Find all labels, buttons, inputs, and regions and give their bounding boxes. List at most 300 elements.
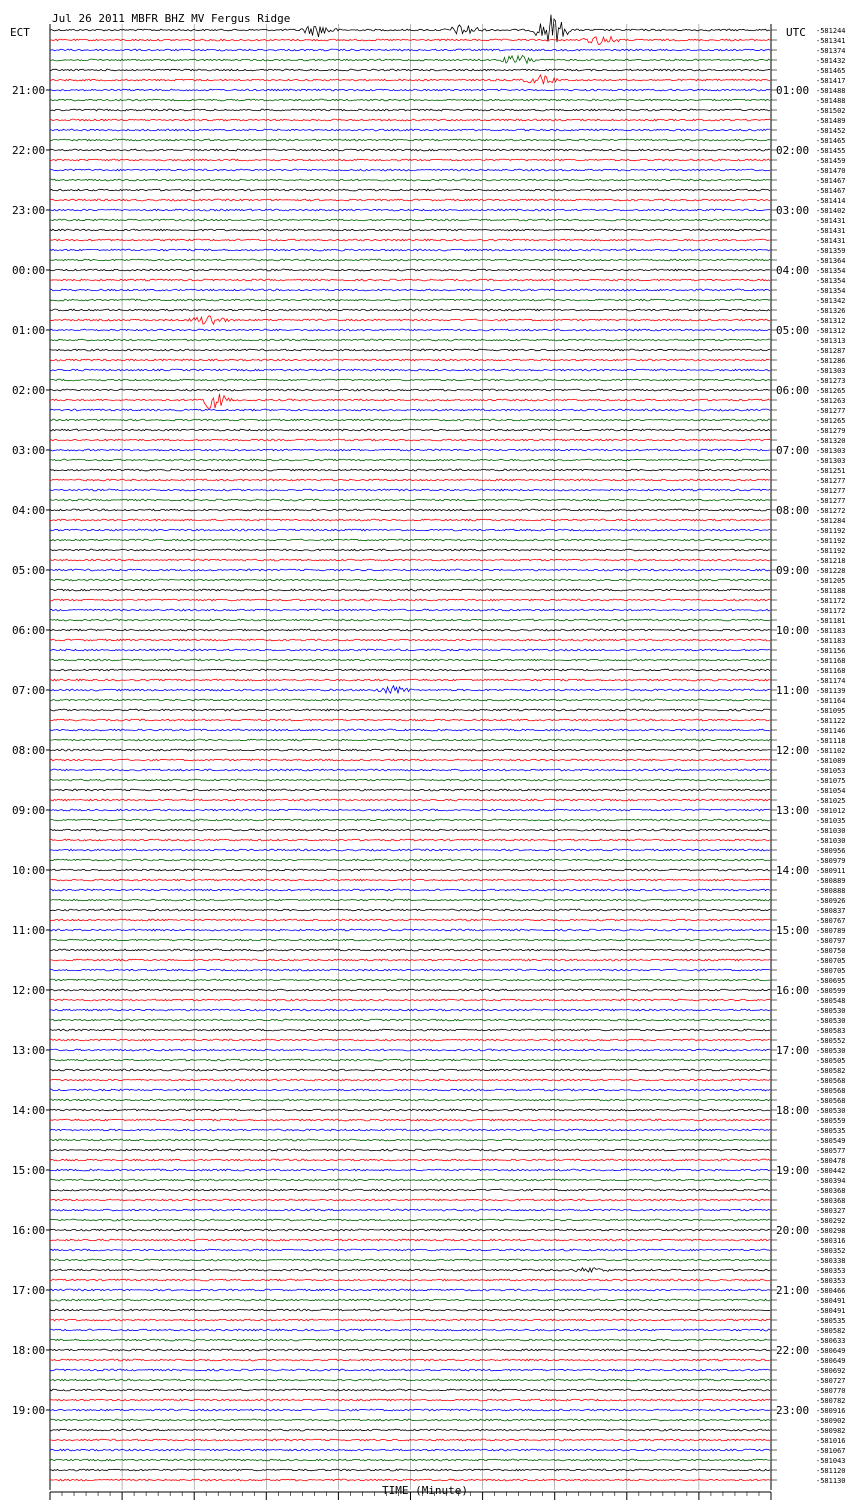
seismic-trace — [50, 429, 770, 431]
trace-offset-label: -581354 — [816, 267, 846, 275]
left-hour-label: 03:00 — [12, 444, 46, 457]
trace-offset-label: -581313 — [816, 337, 846, 345]
trace-offset-label: -580705 — [816, 957, 846, 965]
seismic-trace — [50, 869, 770, 871]
seismic-trace — [50, 1169, 770, 1171]
seismic-trace — [50, 109, 770, 111]
seismic-trace — [50, 149, 770, 151]
trace-offset-label: -581303 — [816, 457, 846, 465]
seismic-trace — [50, 579, 770, 581]
trace-offset-label: -581432 — [816, 57, 846, 65]
seismic-trace — [50, 999, 770, 1001]
trace-offset-label: -580582 — [816, 1067, 846, 1075]
left-hour-label: 17:00 — [12, 1284, 46, 1297]
trace-offset-label: -580577 — [816, 1147, 846, 1155]
trace-offset-label: -580770 — [816, 1387, 846, 1395]
seismic-trace — [50, 909, 770, 911]
seismic-trace — [50, 389, 770, 391]
trace-offset-label: -580982 — [816, 1427, 846, 1435]
trace-offset-label: -580535 — [816, 1127, 846, 1135]
trace-offset-label: -580633 — [816, 1337, 846, 1345]
trace-offset-label: -581402 — [816, 207, 846, 215]
seismic-trace — [50, 879, 770, 881]
trace-offset-label: -581303 — [816, 367, 846, 375]
seismic-trace — [50, 69, 770, 71]
right-hour-label: 20:00 — [776, 1224, 810, 1237]
trace-offset-label: -581192 — [816, 537, 846, 545]
trace-offset-label: -581312 — [816, 327, 846, 335]
seismic-trace — [50, 639, 770, 641]
seismic-trace — [50, 209, 770, 211]
seismic-trace — [50, 129, 770, 131]
seismic-trace — [50, 749, 770, 751]
trace-offset-label: -580353 — [816, 1277, 846, 1285]
seismic-trace — [50, 489, 770, 491]
seismic-trace — [50, 349, 770, 351]
seismic-trace — [50, 409, 770, 411]
left-hour-label: 09:00 — [12, 804, 46, 817]
seismic-trace — [50, 719, 770, 721]
trace-offset-label: -580979 — [816, 857, 846, 865]
left-hour-label: 15:00 — [12, 1164, 46, 1177]
seismic-trace — [50, 1379, 770, 1381]
seismic-trace — [50, 1249, 770, 1251]
trace-offset-label: -581035 — [816, 817, 846, 825]
seismic-trace — [50, 49, 770, 51]
seismic-trace — [50, 249, 770, 251]
seismic-trace — [50, 199, 770, 201]
seismic-trace — [50, 439, 770, 441]
seismic-trace — [50, 1268, 770, 1272]
left-hour-label: 22:00 — [12, 144, 46, 157]
seismic-trace — [50, 469, 770, 471]
seismic-trace — [50, 1389, 770, 1391]
trace-offset-label: -581146 — [816, 727, 846, 735]
trace-offset-label: -581465 — [816, 137, 846, 145]
seismic-trace — [50, 159, 770, 161]
trace-offset-label: -581218 — [816, 557, 846, 565]
trace-offset-label: -581431 — [816, 217, 846, 225]
seismic-traces — [50, 15, 770, 1481]
trace-offset-label: -581263 — [816, 397, 846, 405]
trace-offset-label: -581095 — [816, 707, 846, 715]
left-hour-label: 07:00 — [12, 684, 46, 697]
right-hour-label: 01:00 — [776, 84, 810, 97]
left-hour-label: 01:00 — [12, 324, 46, 337]
seismic-trace — [50, 329, 770, 331]
right-timezone-label: UTC — [786, 26, 806, 39]
seismic-trace — [50, 316, 770, 324]
trace-offset-label: -581455 — [816, 147, 846, 155]
seismic-trace — [50, 829, 770, 831]
seismic-trace — [50, 1219, 770, 1221]
seismic-trace — [50, 979, 770, 981]
trace-offset-label: -580916 — [816, 1407, 846, 1415]
left-hour-label: 11:00 — [12, 924, 46, 937]
trace-offset-label: -581277 — [816, 497, 846, 505]
seismic-trace — [50, 799, 770, 801]
seismic-trace — [50, 449, 770, 451]
trace-offset-label: -581488 — [816, 97, 846, 105]
seismic-trace — [50, 55, 770, 63]
seismic-trace — [50, 1189, 770, 1191]
seismic-trace — [50, 1439, 770, 1441]
trace-offset-label: -581277 — [816, 477, 846, 485]
trace-offset-label: -581130 — [816, 1477, 846, 1485]
seismic-trace — [50, 559, 770, 561]
trace-offset-label: -580530 — [816, 1017, 846, 1025]
seismic-trace — [50, 729, 770, 731]
trace-offset-label: -580727 — [816, 1377, 846, 1385]
seismic-trace — [50, 1229, 770, 1231]
seismic-trace — [50, 219, 770, 221]
seismic-trace — [50, 89, 770, 91]
trace-offset-label: -580442 — [816, 1167, 846, 1175]
seismic-trace — [50, 139, 770, 141]
trace-offset-label: -580789 — [816, 927, 846, 935]
trace-offset-label: -581228 — [816, 567, 846, 575]
seismic-trace — [50, 1139, 770, 1141]
trace-offset-label: -581417 — [816, 77, 846, 85]
left-hour-label: 12:00 — [12, 984, 46, 997]
seismic-trace — [50, 1059, 770, 1061]
trace-offset-label: -581303 — [816, 447, 846, 455]
trace-offset-label: -580705 — [816, 967, 846, 975]
trace-offset-label: -581043 — [816, 1457, 846, 1465]
trace-offset-label: -581286 — [816, 357, 846, 365]
seismic-trace — [50, 1359, 770, 1361]
trace-offset-label: -580298 — [816, 1227, 846, 1235]
trace-offset-label: -581172 — [816, 607, 846, 615]
seismic-trace — [50, 1459, 770, 1461]
right-hour-label: 05:00 — [776, 324, 810, 337]
seismic-trace — [50, 259, 770, 261]
seismic-trace — [50, 669, 770, 671]
trace-offset-label: -581488 — [816, 87, 846, 95]
trace-offset-label: -581354 — [816, 277, 846, 285]
trace-offset-label: -581174 — [816, 677, 846, 685]
trace-offset-label: -580568 — [816, 1087, 846, 1095]
trace-offset-label: -580926 — [816, 897, 846, 905]
seismic-trace — [50, 929, 770, 931]
trace-offset-label: -580888 — [816, 887, 846, 895]
left-hour-label: 05:00 — [12, 564, 46, 577]
trace-offset-label: -580902 — [816, 1417, 846, 1425]
trace-offset-label: -581374 — [816, 47, 846, 55]
trace-offset-label: -581139 — [816, 687, 846, 695]
trace-offset-label: -580889 — [816, 877, 846, 885]
seismic-trace — [50, 299, 770, 301]
trace-offset-label: -580568 — [816, 1077, 846, 1085]
trace-offset-label: -581192 — [816, 547, 846, 555]
left-hour-label: 02:00 — [12, 384, 46, 397]
right-hour-label: 17:00 — [776, 1044, 810, 1057]
seismic-trace — [50, 289, 770, 291]
seismic-trace — [50, 1409, 770, 1411]
seismic-trace — [50, 1399, 770, 1401]
left-hour-label: 14:00 — [12, 1104, 46, 1117]
trace-offset-label: -580548 — [816, 997, 846, 1005]
trace-offset-label: -580568 — [816, 1097, 846, 1105]
seismic-trace — [50, 899, 770, 901]
left-hour-label: 10:00 — [12, 864, 46, 877]
right-hour-label: 19:00 — [776, 1164, 810, 1177]
seismic-trace — [50, 1099, 770, 1101]
seismic-trace — [50, 1419, 770, 1421]
trace-offset-label: -581192 — [816, 527, 846, 535]
seismic-trace — [50, 1239, 770, 1241]
left-hour-label: 16:00 — [12, 1224, 46, 1237]
trace-offset-label: -581359 — [816, 247, 846, 255]
seismic-trace — [50, 75, 770, 84]
trace-offset-label: -581025 — [816, 797, 846, 805]
seismic-trace — [50, 394, 770, 408]
seismic-trace — [50, 1279, 770, 1281]
trace-offset-label: -581502 — [816, 107, 846, 115]
seismic-trace — [50, 189, 770, 191]
seismic-trace — [50, 1209, 770, 1211]
trace-offset-label: -581354 — [816, 287, 846, 295]
right-hour-label: 13:00 — [776, 804, 810, 817]
seismic-trace — [50, 549, 770, 551]
seismic-trace — [50, 709, 770, 711]
seismic-trace — [50, 459, 770, 461]
seismic-trace — [50, 859, 770, 861]
seismic-trace — [50, 479, 770, 481]
seismic-trace — [50, 179, 770, 181]
seismic-trace — [50, 889, 770, 891]
seismic-trace — [50, 1319, 770, 1321]
trace-offset-label: -581012 — [816, 807, 846, 815]
chart-title: Jul 26 2011 MBFR BHZ MV Fergus Ridge — [52, 12, 291, 25]
seismic-trace — [50, 649, 770, 651]
trace-offset-label: -581118 — [816, 737, 846, 745]
seismic-trace — [50, 1429, 770, 1431]
seismic-trace — [50, 1009, 770, 1011]
trace-offset-label: -580956 — [816, 847, 846, 855]
left-hour-label: 06:00 — [12, 624, 46, 637]
seismic-trace — [50, 1179, 770, 1181]
trace-offset-label: -580316 — [816, 1237, 846, 1245]
right-hour-label: 08:00 — [776, 504, 810, 517]
trace-offset-label: -580583 — [816, 1027, 846, 1035]
right-hour-label: 23:00 — [776, 1404, 810, 1417]
seismic-trace — [50, 839, 770, 841]
seismic-trace — [50, 1069, 770, 1071]
trace-offset-label: -581284 — [816, 517, 846, 525]
seismic-trace — [50, 1449, 770, 1451]
left-hour-label: 00:00 — [12, 264, 46, 277]
seismic-trace — [50, 119, 770, 121]
seismic-trace — [50, 949, 770, 951]
trace-offset-label: -581467 — [816, 177, 846, 185]
right-hour-label: 18:00 — [776, 1104, 810, 1117]
right-hour-label: 10:00 — [776, 624, 810, 637]
trace-offset-label: -581030 — [816, 827, 846, 835]
trace-offset-label: -581364 — [816, 257, 846, 265]
seismic-trace — [50, 699, 770, 701]
left-hour-label: 18:00 — [12, 1344, 46, 1357]
trace-offset-label: -580767 — [816, 917, 846, 925]
trace-offset-label: -580750 — [816, 947, 846, 955]
trace-offset-label: -581470 — [816, 167, 846, 175]
seismic-trace — [50, 539, 770, 541]
left-hour-label: 13:00 — [12, 1044, 46, 1057]
seismic-trace — [50, 759, 770, 761]
right-hour-label: 16:00 — [776, 984, 810, 997]
seismic-trace — [50, 1259, 770, 1261]
right-hour-label: 09:00 — [776, 564, 810, 577]
right-hour-label: 12:00 — [776, 744, 810, 757]
trace-offset-label: -581102 — [816, 747, 846, 755]
left-hour-label: 19:00 — [12, 1404, 46, 1417]
trace-offset-label: -581452 — [816, 127, 846, 135]
seismic-trace — [50, 529, 770, 531]
seismic-trace — [50, 379, 770, 381]
trace-offset-label: -580530 — [816, 1107, 846, 1115]
trace-offset-label: -580292 — [816, 1217, 846, 1225]
trace-offset-label: -580478 — [816, 1157, 846, 1165]
seismic-trace — [50, 1199, 770, 1201]
seismic-trace — [50, 359, 770, 361]
seismic-trace — [50, 169, 770, 171]
trace-offset-label: -581172 — [816, 597, 846, 605]
trace-offset-label: -580782 — [816, 1397, 846, 1405]
trace-offset-label: -581156 — [816, 647, 846, 655]
seismic-trace — [50, 419, 770, 421]
trace-offset-label: -580599 — [816, 987, 846, 995]
seismic-trace — [50, 1469, 770, 1471]
seismic-trace — [50, 589, 770, 591]
trace-offset-label: -580582 — [816, 1327, 846, 1335]
seismic-trace — [50, 99, 770, 101]
trace-offset-label: -580368 — [816, 1187, 846, 1195]
trace-offset-label: -581244 — [816, 27, 846, 35]
trace-offset-label: -581287 — [816, 347, 846, 355]
trace-offset-label: -581467 — [816, 187, 846, 195]
seismic-trace — [50, 1039, 770, 1041]
right-hour-label: 04:00 — [776, 264, 810, 277]
seismic-trace — [50, 739, 770, 741]
trace-offset-label: -581265 — [816, 417, 846, 425]
seismic-trace — [50, 619, 770, 621]
trace-offset-label: -580530 — [816, 1047, 846, 1055]
trace-offset-label: -580649 — [816, 1347, 846, 1355]
x-axis-label: TIME (Minute) — [381, 1484, 469, 1497]
trace-offset-label: -580552 — [816, 1037, 846, 1045]
trace-offset-label: -581067 — [816, 1447, 846, 1455]
trace-offset-label: -580535 — [816, 1317, 846, 1325]
seismic-trace — [50, 1159, 770, 1161]
trace-offset-label: -580353 — [816, 1267, 846, 1275]
trace-offset-label: -581279 — [816, 427, 846, 435]
trace-offset-label: -580505 — [816, 1057, 846, 1065]
trace-offset-label: -580352 — [816, 1247, 846, 1255]
trace-offset-label: -580549 — [816, 1137, 846, 1145]
right-hour-label: 22:00 — [776, 1344, 810, 1357]
trace-offset-label: -581089 — [816, 757, 846, 765]
right-hour-labels — [776, 84, 809, 1417]
trace-offset-label: -581183 — [816, 637, 846, 645]
seismic-trace — [50, 1019, 770, 1021]
seismic-trace — [50, 919, 770, 921]
right-hour-label: 06:00 — [776, 384, 810, 397]
seismic-trace — [50, 339, 770, 341]
trace-offset-label: -580649 — [816, 1357, 846, 1365]
seismic-trace — [50, 229, 770, 231]
trace-offset-label: -581164 — [816, 697, 846, 705]
left-hour-label: 21:00 — [12, 84, 46, 97]
seismic-trace — [50, 1029, 770, 1031]
seismic-trace — [50, 809, 770, 811]
seismic-trace — [50, 609, 770, 611]
seismic-trace — [50, 1129, 770, 1131]
seismic-trace — [50, 1339, 770, 1341]
trace-offset-label: -580695 — [816, 977, 846, 985]
trace-offset-label: -581122 — [816, 717, 846, 725]
seismic-trace — [50, 1049, 770, 1051]
seismic-trace — [50, 1299, 770, 1301]
left-hour-label: 08:00 — [12, 744, 46, 757]
seismic-trace — [50, 939, 770, 941]
trace-offset-label: -581431 — [816, 227, 846, 235]
seismic-trace — [50, 309, 770, 311]
left-hour-label: 04:00 — [12, 504, 46, 517]
trace-offset-label: -581326 — [816, 307, 846, 315]
trace-offset-label: -580327 — [816, 1207, 846, 1215]
trace-offset-label: -580559 — [816, 1117, 846, 1125]
left-hour-labels — [12, 84, 50, 1417]
seismic-trace — [50, 959, 770, 961]
trace-offset-label: -580837 — [816, 907, 846, 915]
seismic-trace — [50, 509, 770, 511]
seismic-trace — [50, 969, 770, 971]
trace-offset-label: -581205 — [816, 577, 846, 585]
seismic-trace — [50, 1349, 770, 1351]
seismic-trace — [50, 629, 770, 631]
trace-offset-label: -580466 — [816, 1287, 846, 1295]
trace-offset-label: -581075 — [816, 777, 846, 785]
seismic-trace — [50, 769, 770, 771]
trace-offset-label: -581312 — [816, 317, 846, 325]
trace-offset-label: -581181 — [816, 617, 846, 625]
trace-offset-label: -581120 — [816, 1467, 846, 1475]
seismic-trace — [50, 569, 770, 571]
trace-offset-label: -581168 — [816, 667, 846, 675]
trace-offset-label: -581272 — [816, 507, 846, 515]
trace-offset-label: -581489 — [816, 117, 846, 125]
trace-offset-label: -581459 — [816, 157, 846, 165]
right-hour-label: 21:00 — [776, 1284, 810, 1297]
trace-offset-label: -581465 — [816, 67, 846, 75]
seismic-trace — [50, 37, 770, 45]
right-hour-label: 14:00 — [776, 864, 810, 877]
right-hour-label: 07:00 — [776, 444, 810, 457]
seismic-trace — [50, 1479, 770, 1481]
seismic-trace — [50, 269, 770, 271]
seismic-trace — [50, 279, 770, 281]
left-timezone-label: ECT — [10, 26, 30, 39]
trace-offset-label: -581277 — [816, 407, 846, 415]
trace-offset-label: -581053 — [816, 767, 846, 775]
seismic-trace — [50, 499, 770, 501]
trace-offset-label: -580491 — [816, 1297, 846, 1305]
trace-offset-label: -581265 — [816, 387, 846, 395]
right-hour-label: 15:00 — [776, 924, 810, 937]
right-hour-label: 02:00 — [776, 144, 810, 157]
trace-offset-label: -580368 — [816, 1197, 846, 1205]
seismic-trace — [50, 819, 770, 821]
